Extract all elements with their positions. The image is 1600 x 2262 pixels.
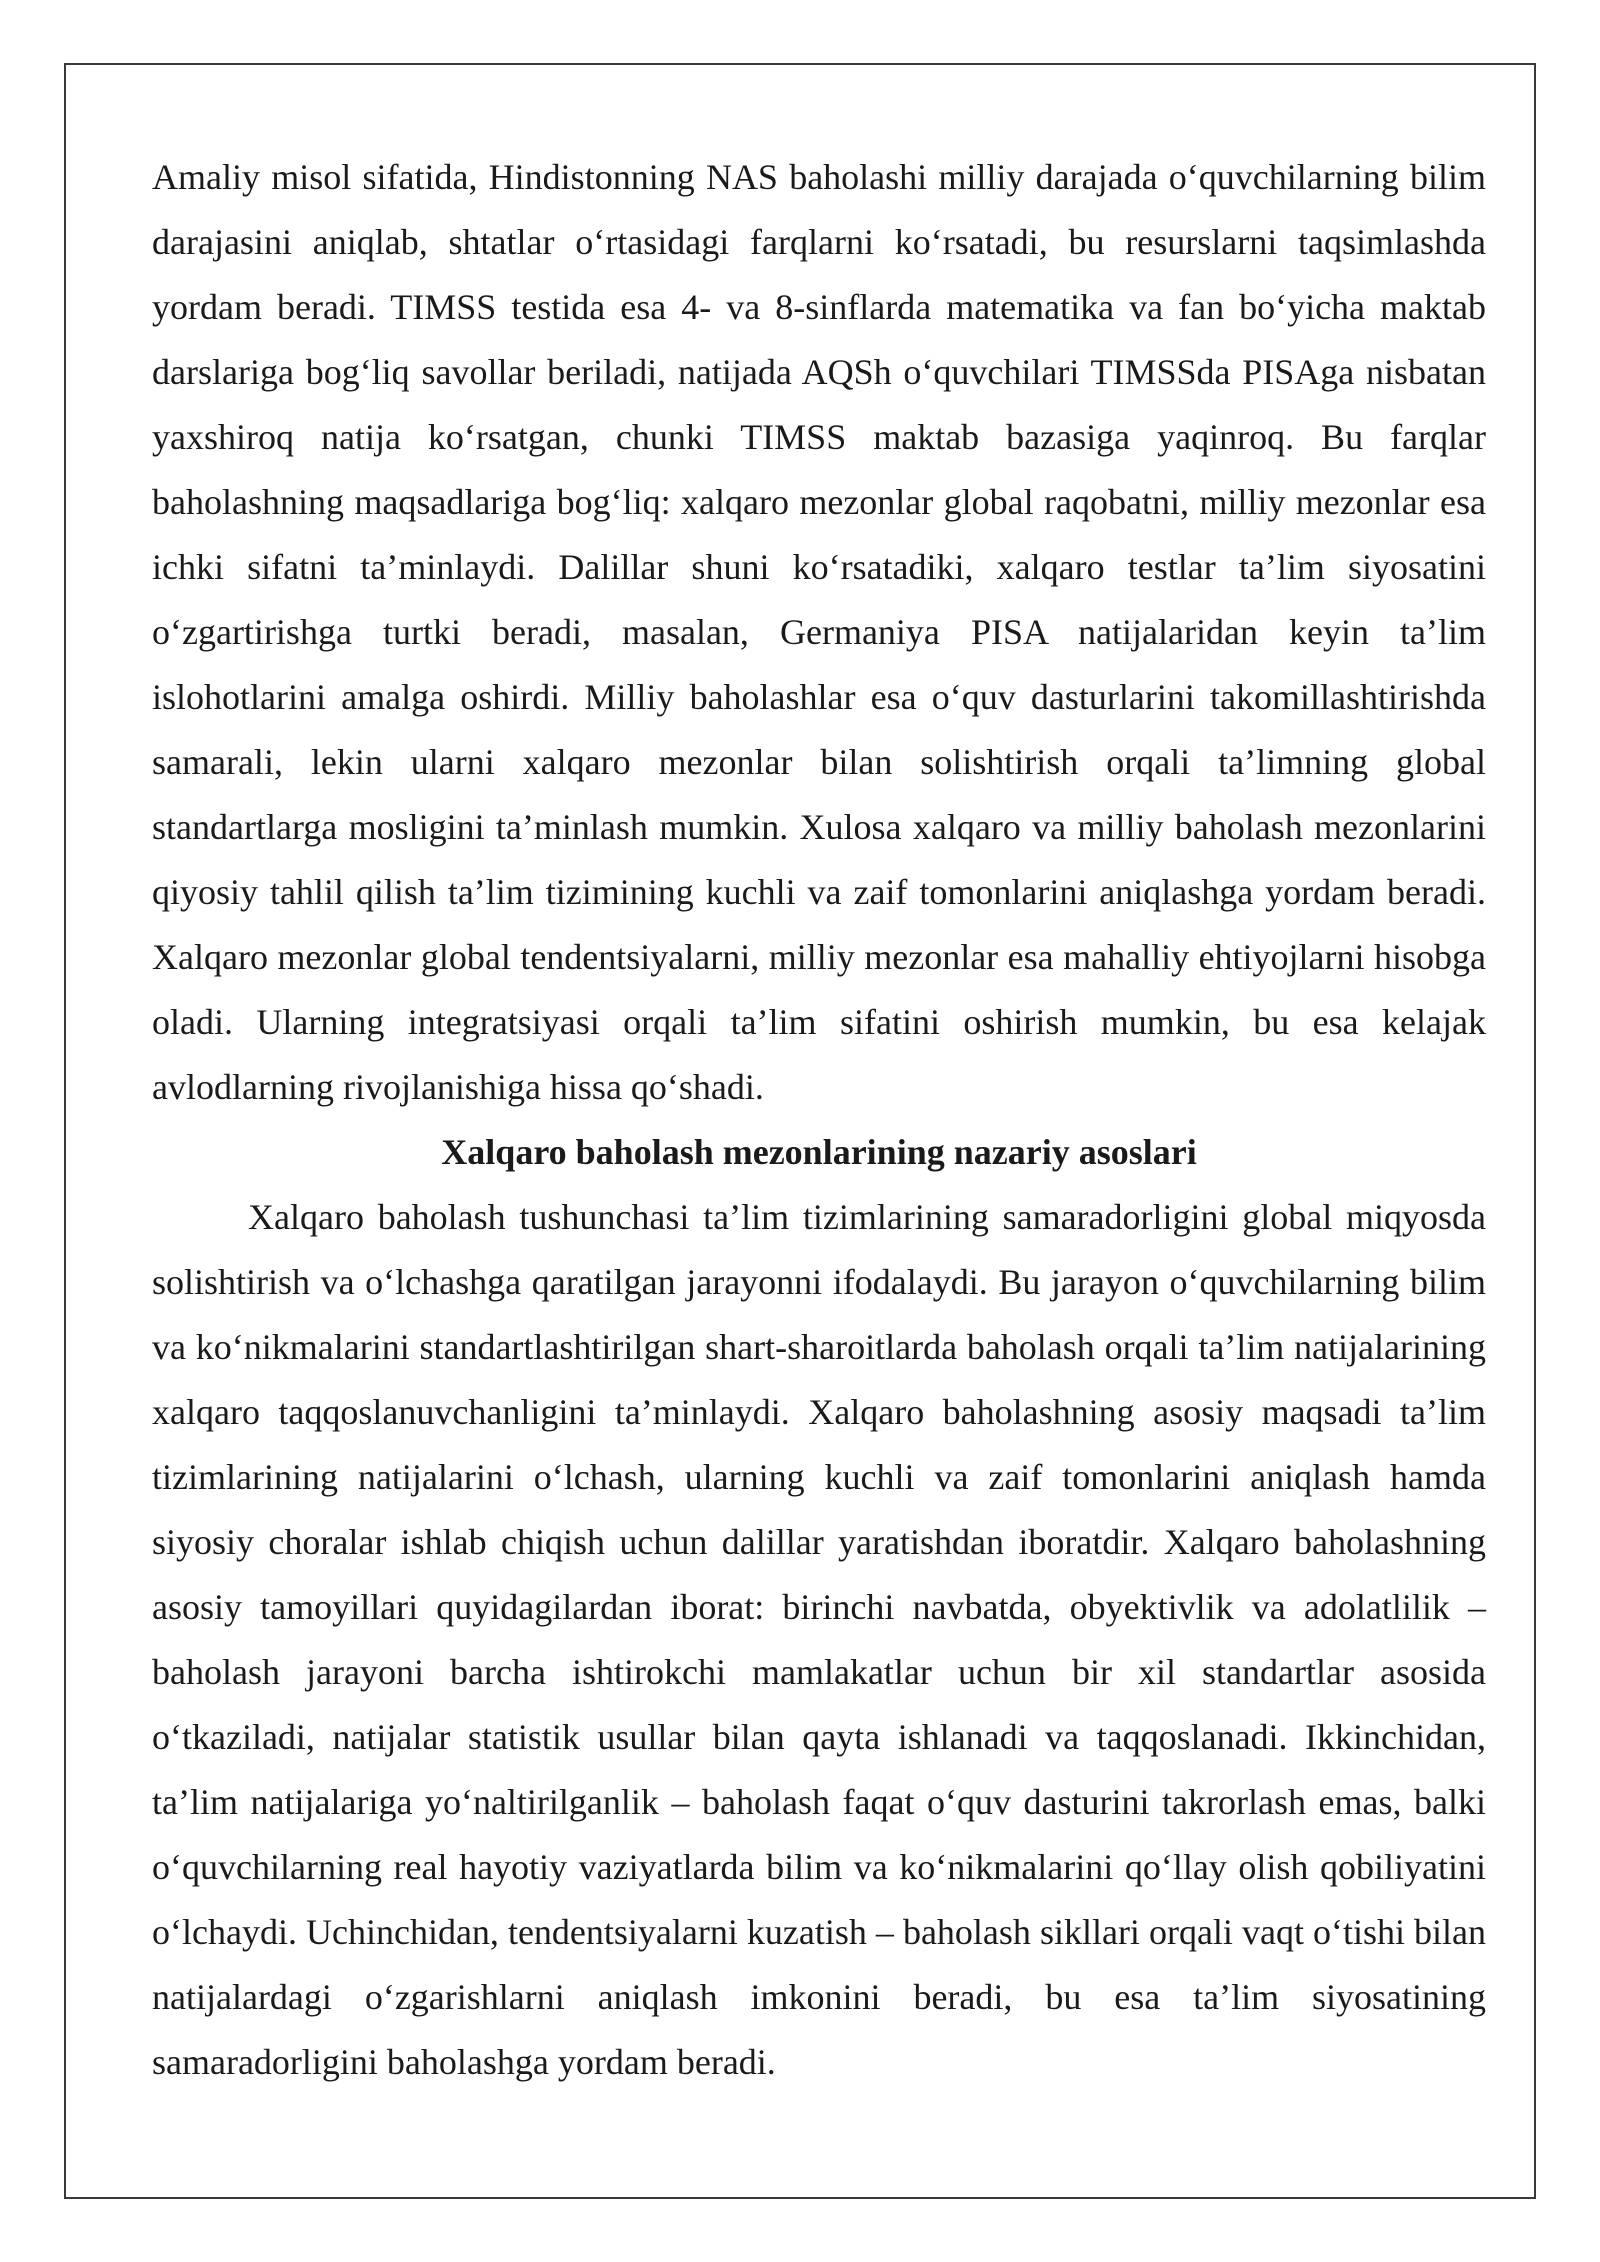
paragraph-2: Xalqaro baholash tushunchasi ta’lim tizimlarining samaradorligini global miqyosda solishtirish va o‘lchashga qaratilgan jarayonni ifodalaydi. Bu jarayon o‘quvchilarning bilim va ko‘nikmalarini standartlashtirilgan shart-sharoitlarda baholash orqali ta’lim natijalarining xalqaro taqqoslanuvchanligini ta’minlaydi. Xalqaro baholashning asosiy maqsadi ta’lim tizimlarining natijalarini o‘lchash, ularning kuchli va zaif tomonlarini aniqlash hamda siyosiy choralar ishlab chiqish uchun dalillar yaratishdan iboratdir. Xalqaro baholashning asosiy tamoyillari quyidagilardan iborat: birinchi navbatda, obyektivlik va adolatlilik – baholash jarayoni barcha ishtirokchi mamlakatlar uchun bir xil standartlar asosida o‘tkaziladi, natijalar statistik usullar bilan qayta ishlanadi va taqqoslanadi. Ikkinchidan, ta’lim natijalariga yo‘naltirilganlik – baholash faqat o‘quv dasturini takrorlash emas, balki o‘quvchilarning real hayotiy vaziyatlarda bilim va ko‘nikmalarini qo‘llay olish qobiliyatini o‘lchaydi. Uchinchidan, tendentsiyalarni kuzatish – baholash sikllari orqali vaqt o‘tishi bilan natijalardagi o‘zgarishlarni aniqlash imkonini beradi, bu esa ta’lim siyosatining samaradorligini baholashga yordam beradi. [152,1197,1486,2082]
document-body [152,145,1486,2095]
section-heading: Xalqaro baholash mezonlarining nazariy asoslari [441,1132,1197,1172]
paragraph-1: Amaliy misol sifatida, Hindistonning NAS baholashi milliy darajada o‘quvchilarning bilim darajasini aniqlab, shtatlar o‘rtasidagi farqlarni ko‘rsatadi, bu resurslarni taqsimlashda yordam beradi. TIMSS testida esa 4- va 8-sinflarda matematika va fan bo‘yicha maktab darslariga bog‘liq savollar beriladi, natijada AQSh o‘quvchilari TIMSSda PISAga nisbatan yaxshiroq natija ko‘rsatgan, chunki TIMSS maktab bazasiga yaqinroq. Bu farqlar baholashning maqsadlariga bog‘liq: xalqaro mezonlar global raqobatni, milliy mezonlar esa ichki sifatni ta’minlaydi. Dalillar shuni ko‘rsatadiki, xalqaro testlar ta’lim siyosatini o‘zgartirishga turtki beradi, masalan, Germaniya PISA natijalaridan keyin ta’lim islohotlarini amalga oshirdi. Milliy baholashlar esa o‘quv dasturlarini takomillashtirishda samarali, lekin ularni xalqaro mezonlar bilan solishtirish orqali ta’limning global standartlarga mosligini ta’minlash mumkin. Xulosa xalqaro va milliy baholash mezonlarini qiyosiy tahlil qilish ta’lim tizimining kuchli va zaif tomonlarini aniqlashga yordam beradi. Xalqaro mezonlar global tendentsiyalarni, milliy mezonlar esa mahalliy ehtiyojlarni hisobga oladi. Ularning integratsiyasi orqali ta’lim sifatini oshirish mumkin, bu esa kelajak avlodlarning rivojlanishiga hissa qo‘shadi. [152,157,1486,1107]
